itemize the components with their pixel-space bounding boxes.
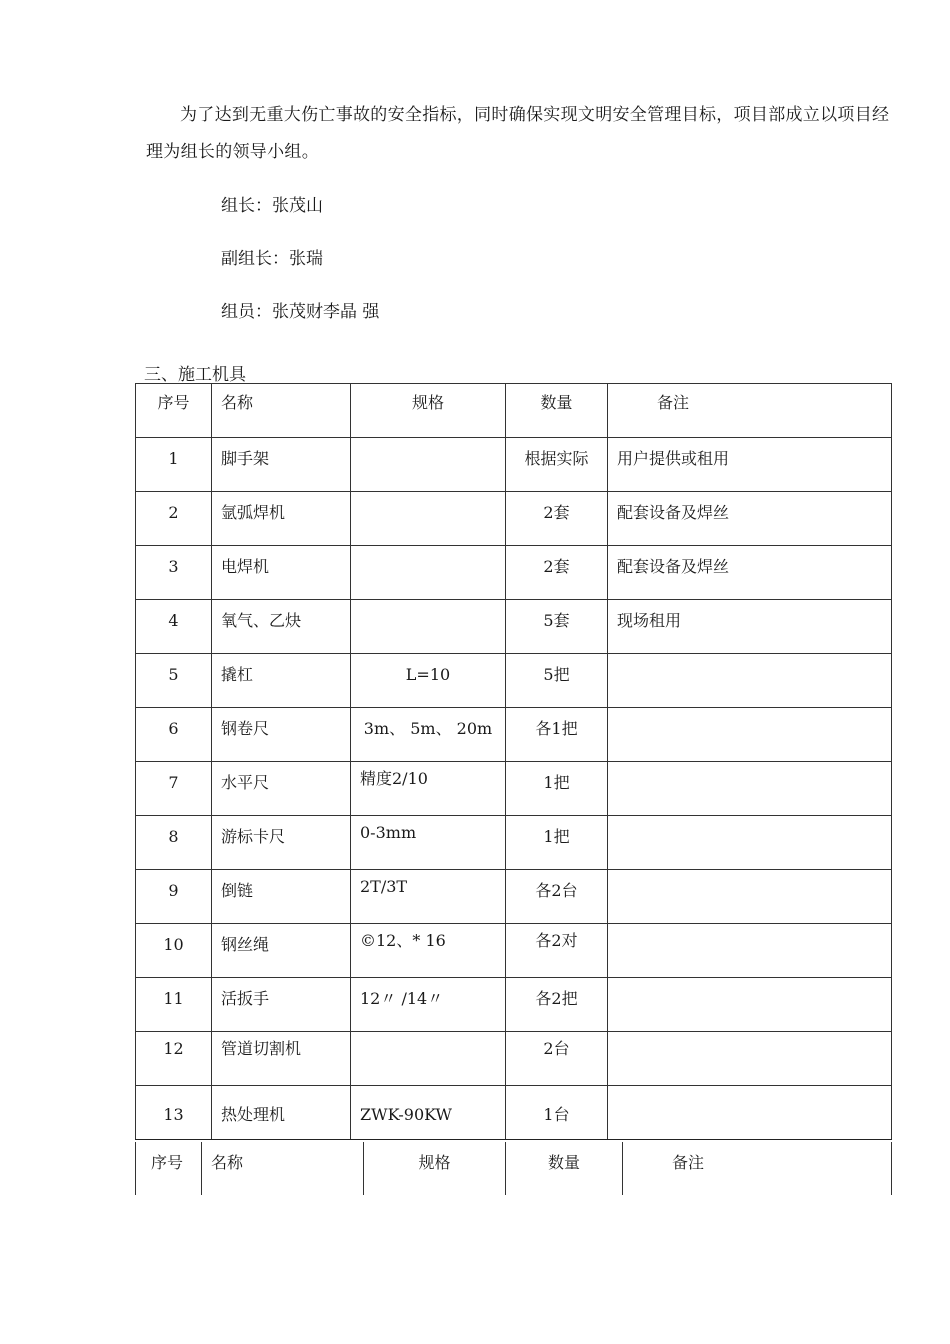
table-header-row: [136, 1142, 892, 1195]
cell-no: 7: [136, 762, 212, 816]
cell-no: 9: [136, 870, 212, 924]
cell-spec: [351, 546, 506, 600]
cell-remark: [608, 1032, 892, 1086]
cell-spec: 2T/3T: [351, 870, 506, 924]
cell-qty: 2套: [506, 546, 608, 600]
header-cell-spec: 规格: [364, 1142, 506, 1195]
cell-no: 12: [136, 1032, 212, 1086]
cell-spec: 3m、 5m、 20m: [351, 708, 506, 762]
deputy-team-leader: 副组长：张瑞: [221, 249, 323, 269]
cell-name: 倒链: [212, 870, 351, 924]
cell-remark: [608, 924, 892, 978]
cell-no: 5: [136, 654, 212, 708]
cell-remark: 现场租用: [608, 600, 892, 654]
cell-qty: 根据实际: [506, 438, 608, 492]
cell-spec: [351, 1032, 506, 1086]
cell-remark: [608, 816, 892, 870]
header-cell-remark: 备注: [608, 384, 892, 438]
cell-no: 6: [136, 708, 212, 762]
table-row: [136, 546, 892, 600]
table-row: [136, 1086, 892, 1140]
cell-spec: ©12、* 16: [351, 924, 506, 978]
cell-qty: 各1把: [506, 708, 608, 762]
header-cell-qty: 数量: [506, 384, 608, 438]
cell-spec: 精度2/10: [351, 762, 506, 816]
cell-spec: ZWK-90KW: [351, 1086, 506, 1140]
cell-remark: [608, 762, 892, 816]
table-row: [136, 438, 892, 492]
cell-no: 2: [136, 492, 212, 546]
cell-no: 3: [136, 546, 212, 600]
team-members: 组员：张茂财李晶 强: [221, 302, 380, 322]
header-cell-spec: 规格: [351, 384, 506, 438]
cell-no: 11: [136, 978, 212, 1032]
cell-name: 氩弧焊机: [212, 492, 351, 546]
cell-name: 游标卡尺: [212, 816, 351, 870]
header-cell-qty: 数量: [506, 1142, 623, 1195]
table-row: [136, 924, 892, 978]
cell-spec: 12〃 /14〃: [351, 978, 506, 1032]
table-row: [136, 708, 892, 762]
cell-no: 10: [136, 924, 212, 978]
table-row: [136, 816, 892, 870]
cell-name: 管道切割机: [212, 1032, 351, 1086]
cell-name: 氧气、乙炔: [212, 600, 351, 654]
cell-qty: 各2台: [506, 870, 608, 924]
cell-qty: 1台: [506, 1086, 608, 1140]
cell-name: 热处理机: [212, 1086, 351, 1140]
cell-spec: [351, 600, 506, 654]
cell-qty: 各2对: [506, 924, 608, 978]
equipment-table-continued: [135, 1142, 892, 1195]
header-cell-no: 序号: [136, 384, 212, 438]
cell-remark: [608, 1086, 892, 1140]
cell-no: 13: [136, 1086, 212, 1140]
team-leader: 组长：张茂山: [221, 196, 323, 216]
header-cell-name: 名称: [202, 1142, 364, 1195]
table-header-row: [136, 384, 892, 438]
cell-no: 1: [136, 438, 212, 492]
cell-remark: 配套设备及焊丝: [608, 546, 892, 600]
table-row: [136, 978, 892, 1032]
table-row: [136, 654, 892, 708]
cell-qty: 1把: [506, 816, 608, 870]
cell-name: 脚手架: [212, 438, 351, 492]
section-title: 三、施工机具: [144, 365, 246, 385]
cell-name: 钢卷尺: [212, 708, 351, 762]
cell-spec: [351, 492, 506, 546]
cell-spec: L=10: [351, 654, 506, 708]
cell-qty: 5套: [506, 600, 608, 654]
table-row: [136, 492, 892, 546]
cell-spec: [351, 438, 506, 492]
cell-no: 4: [136, 600, 212, 654]
table-row: [136, 1032, 892, 1086]
cell-remark: 配套设备及焊丝: [608, 492, 892, 546]
equipment-table: [135, 383, 892, 1140]
cell-qty: 各2把: [506, 978, 608, 1032]
header-cell-name: 名称: [212, 384, 351, 438]
cell-remark: [608, 870, 892, 924]
cell-qty: 2台: [506, 1032, 608, 1086]
table-row: [136, 762, 892, 816]
cell-name: 撬杠: [212, 654, 351, 708]
cell-qty: 5把: [506, 654, 608, 708]
cell-remark: [608, 978, 892, 1032]
table-row: [136, 600, 892, 654]
cell-qty: 2套: [506, 492, 608, 546]
cell-qty: 1把: [506, 762, 608, 816]
cell-name: 活扳手: [212, 978, 351, 1032]
cell-remark: 用户提供或租用: [608, 438, 892, 492]
table-row: [136, 870, 892, 924]
header-cell-no: 序号: [136, 1142, 202, 1195]
intro-paragraph: 为了达到无重大伤亡事故的安全指标，同时确保实现文明安全管理目标，项目部成立以项目经理为组长的领导小组。: [146, 105, 890, 162]
cell-remark: [608, 654, 892, 708]
cell-no: 8: [136, 816, 212, 870]
cell-spec: 0-3mm: [351, 816, 506, 870]
cell-name: 电焊机: [212, 546, 351, 600]
header-cell-remark: 备注: [623, 1142, 892, 1195]
cell-remark: [608, 708, 892, 762]
cell-name: 水平尺: [212, 762, 351, 816]
cell-name: 钢丝绳: [212, 924, 351, 978]
